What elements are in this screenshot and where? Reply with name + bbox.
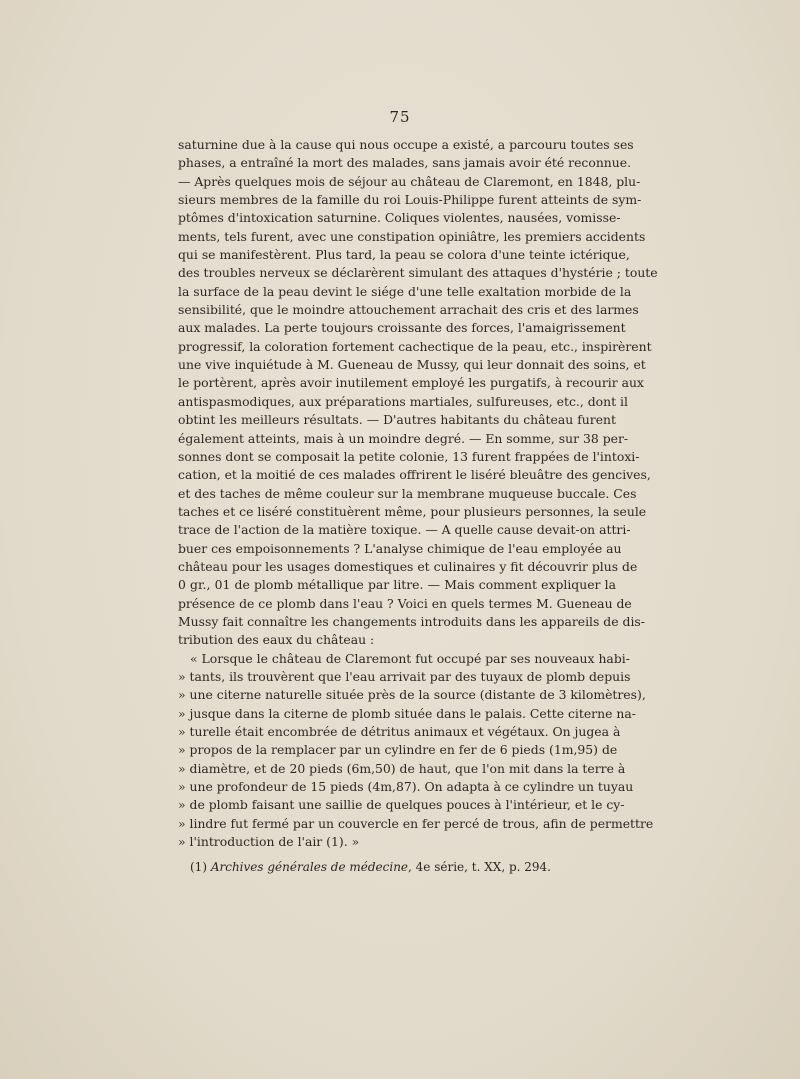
text-line: taches et ce liséré constituèrent même, pour plusieurs personnes, la seule <box>178 503 647 519</box>
text-line: obtint les meilleurs résultats. — D'autres habitants du château furent <box>178 412 616 428</box>
text-line: des troubles nerveux se déclarèrent simulant des attaques d'hystérie ; toute <box>178 265 658 281</box>
quote-line: » turelle était encombrée de détritus animaux et végétaux. On jugea à <box>178 724 621 739</box>
footnote-marker: (1) <box>190 860 207 874</box>
paragraph-main <box>178 136 658 650</box>
text-line: et des taches de même couleur sur la membrane muqueuse buccale. Ces <box>178 485 637 501</box>
quote-line: « Lorsque le château de Claremont fut occupé par ses nouveaux habi- <box>190 650 630 666</box>
text-line: tribution des eaux du château : <box>178 632 375 648</box>
quote-line: » propos de la remplacer par un cylindre en fer de 6 pieds (1m,95) de <box>178 742 618 758</box>
quote-line: » lindre fut fermé par un couvercle en fer percé de trous, afin de permettre <box>178 815 654 831</box>
text-line: présence de ce plomb dans l'eau ? Voici en quels termes M. Gueneau de <box>178 595 632 611</box>
text-line: une vive inquiétude à M. Gueneau de Mussy, qui leur donnait des soins, et <box>178 357 646 373</box>
footnote <box>190 859 590 875</box>
paragraph-quote <box>178 650 654 852</box>
footnote-rest: , 4e série, t. XX, p. 294. <box>408 860 551 874</box>
text-line: ments, tels furent, avec une constipation opiniâtre, les premiers accidents <box>178 228 646 244</box>
text-line: buer ces empoisonnements ? L'analyse chimique de l'eau employée au <box>178 540 622 556</box>
footnote-title: Archives générales de médecine <box>210 860 409 874</box>
quote-line: » une citerne naturelle située près de la source (distante de 3 kilomètres), <box>178 687 646 703</box>
text-line: qui se manifestèrent. Plus tard, la peau se colora d'une teinte ictérique, <box>178 247 630 263</box>
text-line: — Après quelques mois de séjour au château de Claremont, en 1848, plu- <box>178 173 641 189</box>
text-line: ptômes d'intoxication saturnine. Coliques violentes, nausées, vomisse- <box>178 210 621 226</box>
text-line: 0 gr., 01 de plomb métallique par litre. — Mais comment expliquer la <box>178 577 616 593</box>
quote-line: » diamètre, et de 20 pieds (6m,50) de haut, que l'on mit dans la terre à <box>178 760 626 776</box>
text-line: cation, et la moitié de ces malades offrirent le liséré bleuâtre des gencives, <box>178 467 651 483</box>
quote-line: » tants, ils trouvèrent que l'eau arrivait par des tuyaux de plomb depuis <box>178 668 631 684</box>
text-line: sieurs membres de la famille du roi Louis-Philippe furent atteints de sym- <box>178 192 642 208</box>
text-line: antispasmodiques, aux préparations martiales, sulfureuses, etc., dont il <box>178 393 628 409</box>
quote-line: » une profondeur de 15 pieds (4m,87). On adapta à ce cylindre un tuyau <box>178 779 634 795</box>
text-line: Mussy fait connaître les changements introduits dans les appareils de dis- <box>178 613 645 629</box>
text-line: saturnine due à la cause qui nous occupe a existé, a parcouru toutes ses <box>178 137 634 152</box>
text-line: trace de l'action de la matière toxique. — A quelle cause devait-on attri- <box>178 522 631 538</box>
text-line: sensibilité, que le moindre attouchement arrachait des cris et des larmes <box>178 302 639 318</box>
text-line: la surface de la peau devint le siége d'une telle exaltation morbide de la <box>178 283 632 299</box>
text-line: le portèrent, après avoir inutilement employé les purgatifs, à recourir aux <box>178 375 644 391</box>
text-line: progressif, la coloration fortement cachectique de la peau, etc., inspirèrent <box>178 338 652 354</box>
text-line: aux malades. La perte toujours croissante des forces, l'amaigrissement <box>178 320 626 336</box>
quote-line: » jusque dans la citerne de plomb située dans le palais. Cette citerne na- <box>178 705 636 721</box>
quote-line: » l'introduction de l'air (1). » <box>178 834 360 850</box>
text-line: sonnes dont se composait la petite colonie, 13 furent frappées de l'intoxi- <box>178 448 640 464</box>
text-line: également atteints, mais à un moindre degré. — En somme, sur 38 per- <box>178 430 629 446</box>
body-text <box>178 136 658 851</box>
quote-line: » de plomb faisant une saillie de quelques pouces à l'intérieur, et le cy- <box>178 797 625 813</box>
page-number: 75 <box>389 108 411 126</box>
text-line: phases, a entraîné la mort des malades, sans jamais avoir été reconnue. <box>178 155 632 171</box>
text-line: château pour les usages domestiques et culinaires y fit découvrir plus de <box>178 558 638 574</box>
